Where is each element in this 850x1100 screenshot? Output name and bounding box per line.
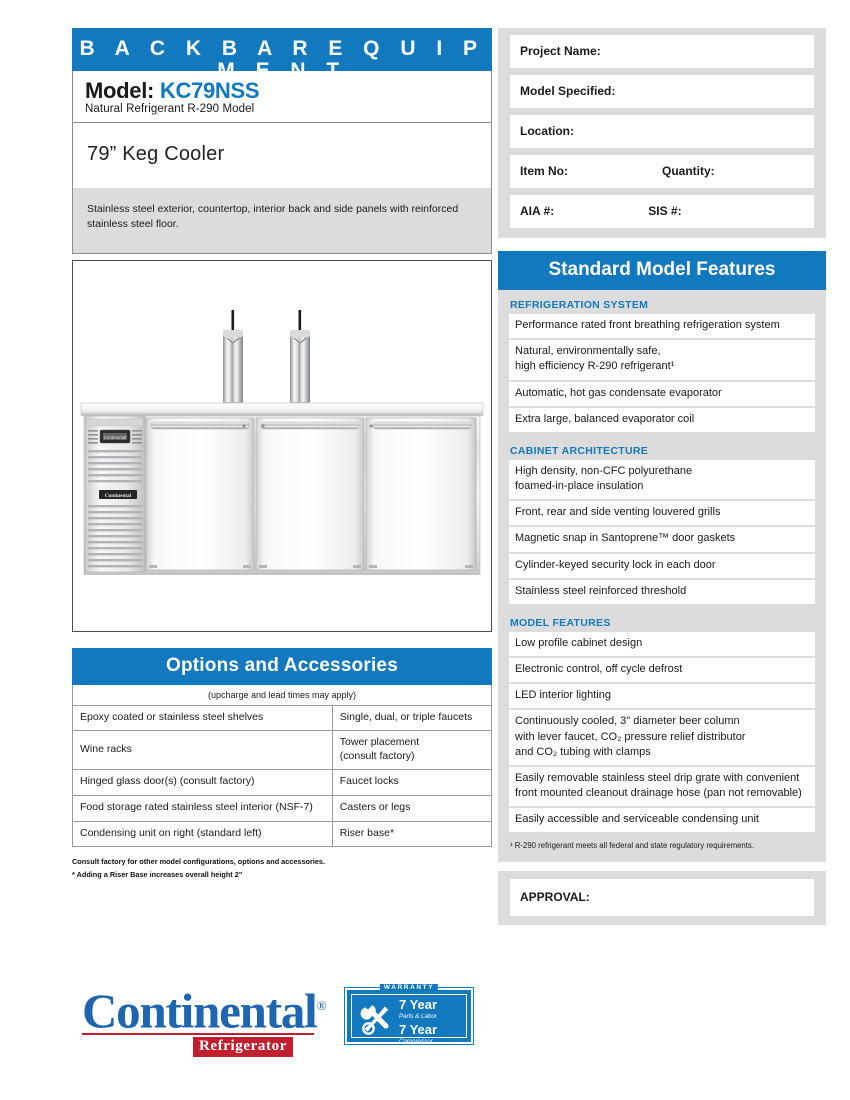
beer-tower-right bbox=[290, 310, 310, 406]
feature-item: Electronic control, off cycle defrost bbox=[509, 658, 815, 682]
feature-item: High density, non-CFC polyurethane foamed-in-place insulation bbox=[509, 460, 815, 499]
model-prefix-label: Model: bbox=[85, 78, 160, 103]
field-label: Project Name: bbox=[520, 44, 601, 58]
field-aia-sis[interactable] bbox=[510, 195, 814, 228]
left-column bbox=[72, 28, 492, 881]
feature-item: Front, rear and side venting louvered grills bbox=[509, 501, 815, 525]
model-subtitle: Natural Refrigerant R-290 Model bbox=[85, 103, 255, 116]
options-table-body bbox=[73, 705, 492, 847]
feature-item: Easily accessible and serviceable condensing unit bbox=[509, 808, 815, 832]
options-note: (upcharge and lead times may apply) bbox=[72, 685, 492, 705]
warranty-title: WARRANTY bbox=[380, 984, 438, 991]
options-footnote-2: * Adding a Riser Base increases overall height 2" bbox=[72, 869, 243, 879]
option-cell: Wine racks bbox=[73, 731, 333, 770]
feature-item: Natural, environmentally safe, high efficiency R-290 refrigerant¹ bbox=[509, 340, 815, 379]
feature-category-cabinet: CABINET ARCHITECTURE bbox=[510, 444, 649, 457]
features-footnote: ¹ R-290 refrigerant meets all federal and state regulatory requirements. bbox=[510, 841, 754, 851]
table-row bbox=[73, 731, 492, 770]
cabinet-door-2 bbox=[256, 418, 364, 570]
feature-item: Low profile cabinet design bbox=[509, 632, 815, 656]
option-cell: Casters or legs bbox=[332, 796, 491, 822]
option-cell: Hinged glass door(s) (consult factory) bbox=[73, 770, 333, 796]
warranty-text bbox=[399, 998, 437, 1048]
table-row bbox=[73, 796, 492, 822]
feature-item: Automatic, hot gas condensate evaporator bbox=[509, 382, 815, 406]
approval-panel bbox=[498, 871, 826, 925]
table-row bbox=[73, 821, 492, 847]
feature-category-model: MODEL FEATURES bbox=[510, 616, 611, 629]
features-banner: Standard Model Features bbox=[498, 251, 826, 290]
field-label-secondary: SIS #: bbox=[648, 204, 682, 218]
field-model-specified[interactable] bbox=[510, 75, 814, 108]
beer-tower-left bbox=[223, 310, 243, 406]
svg-text:Continental: Continental bbox=[104, 492, 132, 499]
field-item-no-quantity[interactable] bbox=[510, 155, 814, 188]
footer bbox=[72, 980, 492, 1075]
options-footnote-1: Consult factory for other model configurations, options and accessories. bbox=[72, 857, 325, 867]
feature-item: Magnetic snap in Santoprene™ door gaskets bbox=[509, 527, 815, 551]
option-cell: Single, dual, or triple faucets bbox=[332, 705, 491, 731]
option-cell: Faucet locks bbox=[332, 770, 491, 796]
feature-item: Extra large, balanced evaporator coil bbox=[509, 408, 815, 432]
keg-cooler-illustration bbox=[73, 261, 491, 631]
model-number: KC79NSS bbox=[159, 78, 260, 103]
field-label: Item No: bbox=[520, 164, 568, 178]
logo-subbrand: Refrigerator bbox=[193, 1037, 293, 1057]
options-table bbox=[72, 705, 492, 848]
louvered-vent-panel bbox=[85, 416, 145, 572]
approval-field[interactable]: APPROVAL: bbox=[510, 879, 814, 916]
option-cell: Condensing unit on right (standard left) bbox=[73, 821, 333, 847]
logo-wordmark bbox=[82, 980, 325, 1037]
feature-item: Performance rated front breathing refrigeration system bbox=[509, 314, 815, 338]
table-row bbox=[73, 770, 492, 796]
option-cell: Riser base* bbox=[332, 821, 491, 847]
product-title: 79” Keg Cooler bbox=[87, 143, 225, 166]
feature-item: Easily removable stainless steel drip grate with convenient front mounted cleanout drainage hose (pan not removable) bbox=[509, 767, 815, 806]
feature-item: Continuously cooled, 3" diameter beer column with lever faucet, CO₂ pressure relief distributor and CO₂ tubing with clamps bbox=[509, 710, 815, 765]
product-title-box bbox=[72, 123, 492, 253]
warranty-compressor-years: 7 Year bbox=[399, 1022, 438, 1037]
warranty-badge bbox=[345, 984, 473, 1045]
wrench-screwdriver-icon bbox=[356, 1003, 396, 1037]
option-cell: Food storage rated stainless steel interior (NSF-7) bbox=[73, 796, 333, 822]
warranty-parts-label: Parts & Labor bbox=[399, 1013, 437, 1020]
feature-category-refrigeration: REFRIGERATION SYSTEM bbox=[510, 299, 649, 311]
registered-mark-icon: ® bbox=[316, 998, 326, 1013]
table-row bbox=[73, 705, 492, 731]
model-line bbox=[85, 79, 479, 102]
option-cell: Tower placement (consult factory) bbox=[332, 731, 491, 770]
warranty-compressor-label: Compressor bbox=[399, 1038, 433, 1045]
features-panel bbox=[498, 290, 826, 862]
logo-name: Continental bbox=[82, 983, 317, 1039]
field-label: Model Specified: bbox=[520, 84, 616, 98]
field-project-name[interactable] bbox=[510, 35, 814, 68]
feature-item: Stainless steel reinforced threshold bbox=[509, 580, 815, 604]
feature-item: Cylinder-keyed security lock in each door bbox=[509, 554, 815, 578]
field-label: Location: bbox=[520, 124, 574, 138]
field-label-secondary: Quantity: bbox=[662, 164, 715, 178]
svg-text:Continental: Continental bbox=[103, 434, 127, 440]
product-description: Stainless steel exterior, countertop, interior back and side panels with reinforced stainless steel floor. bbox=[73, 188, 491, 252]
feature-item: LED interior lighting bbox=[509, 684, 815, 708]
field-label: AIA #: bbox=[520, 204, 555, 218]
cabinet-door-1 bbox=[146, 418, 254, 570]
cabinet-door-3 bbox=[366, 418, 476, 570]
field-location[interactable] bbox=[510, 115, 814, 148]
category-banner: B A C K B A R E Q U I P M E N T bbox=[72, 28, 492, 71]
right-column bbox=[498, 28, 826, 925]
warranty-parts-years: 7 Year bbox=[399, 997, 438, 1012]
continental-logo bbox=[82, 980, 326, 1057]
option-cell: Epoxy coated or stainless steel shelves bbox=[73, 705, 333, 731]
options-banner: Options and Accessories bbox=[72, 648, 492, 685]
product-image-box bbox=[72, 260, 492, 632]
spec-form-panel bbox=[498, 28, 826, 238]
options-footnotes bbox=[72, 856, 492, 881]
